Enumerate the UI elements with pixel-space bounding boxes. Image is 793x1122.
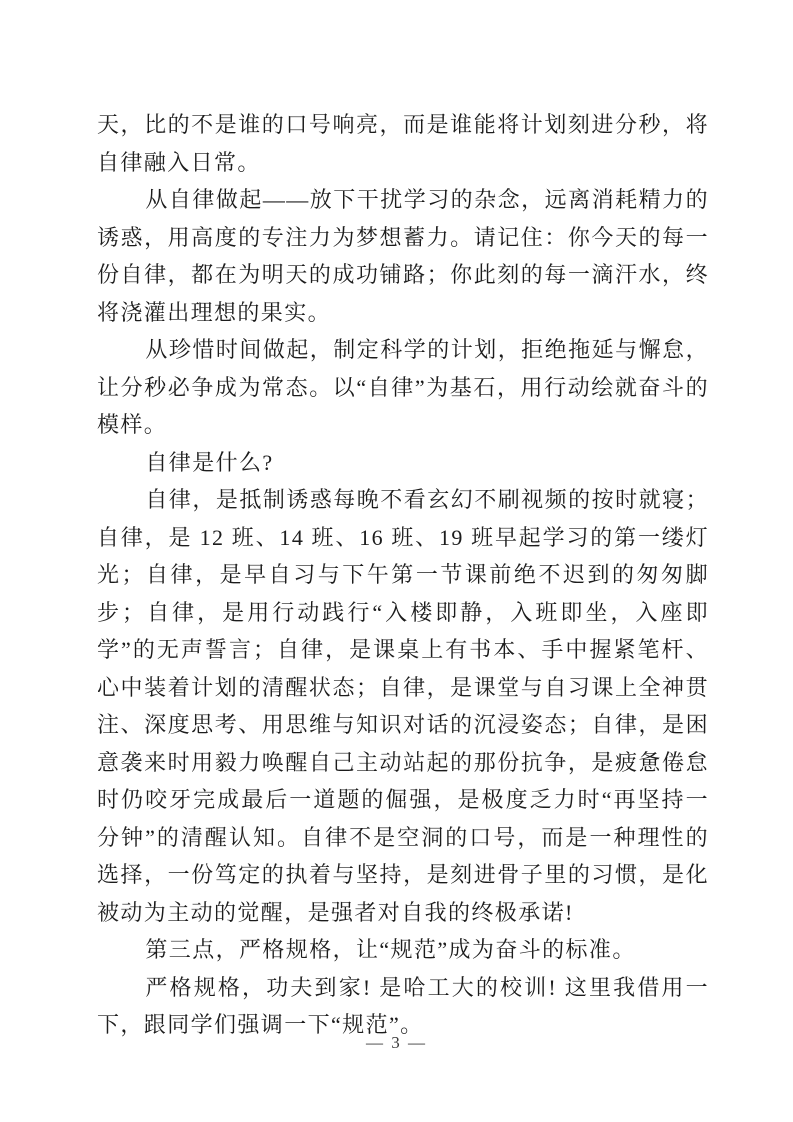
paragraph-self-discipline-start: 从自律做起——放下干扰学习的杂念，远离消耗精力的诱惑，用高度的专注力为梦想蓄力。请记住：你今天的每一份自律，都在为明天的成功铺路；你此刻的每一滴汗水，终将浇灌出理想的果实。	[97, 187, 709, 325]
paragraph-strict-standards: 严格规格，功夫到家! 是哈工大的校训! 这里我借用一下，跟同学们强调一下“规范”。	[97, 974, 709, 1037]
paragraph-third-point-heading: 第三点，严格规格，让“规范”成为奋斗的标准。	[145, 937, 636, 962]
paragraph-self-discipline-definition: 自律，是抵制诱惑每晚不看玄幻不刷视频的按时就寝；自律，是 12 班、14 班、16 班、19 班早起学习的第一缕灯光；自律，是早自习与下午第一节课前绝不迟到的匆匆脚步；自律，是用行动践行“入楼即静，入班即坐，入座即学”的无声誓言；自律，是课桌上有书本、手中握紧笔杆、心中装着计划的清醒状态；自律，是课堂与自习课上全神贯注、深度思考、用思维与知识对话的沉浸姿态；自律，是困意袭来时用毅力唤醒自己主动站起的那份抗争，是疲惫倦怠时仍咬牙完成最后一道题的倔强，是极度乏力时“再坚持一分钟”的清醒认知。自律不是空洞的口号，而是一种理性的选择，一份笃定的执着与坚持，是刻进骨子里的习惯，是化被动为主动的觉醒，是强者对自我的终极承诺!	[97, 487, 709, 925]
paragraph-cherish-time: 从珍惜时间做起，制定科学的计划，拒绝拖延与懈怠，让分秒必争成为常态。以“自律”为基石，用行动绘就奋斗的模样。	[97, 337, 709, 437]
page-number: — 3 —	[366, 1033, 427, 1052]
paragraph-question: 自律是什么?	[145, 449, 274, 475]
paragraph-continuation: 天，比的不是谁的口号响亮，而是谁能将计划刻进分秒，将自律融入日常。	[97, 112, 709, 175]
document-body	[97, 106, 709, 1044]
